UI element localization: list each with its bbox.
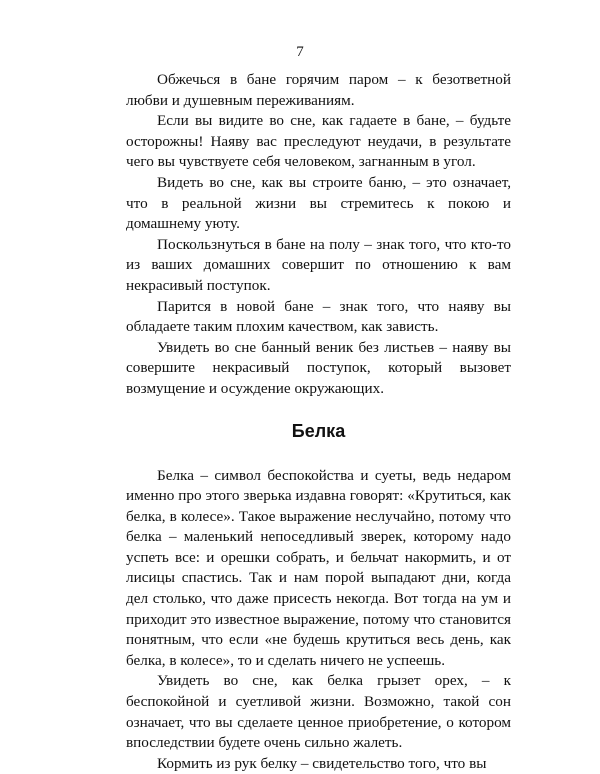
paragraph: Белка – символ беспокойства и суеты, ведь недаром именно про этого зверька издавна говорят: «Крутиться, как белка, в колесе». Такое выражение неслучайно, потому что белка – маленький непоседливый зверек, которому надо успеть все: и орешки собрать, и бельчат накормить, и от лисицы спастись. Так и нам порой выпадают дни, когда дел столько, что даже присесть некогда. Вот тогда на ум и приходит это известное выражение, потому что становится понятным, что если «не будешь крутиться весь день, как белка, в колесе», то и сделать ничего не успеешь. <box>126 466 511 669</box>
paragraph: Поскользнуться в бане на полу – знак того, что кто-то из ваших домашних совершит по отношению к вам некрасивый поступок. <box>126 235 511 294</box>
paragraph: Кормить из рук белку – свидетельство того, что вы <box>157 754 487 772</box>
paragraph: Видеть во сне, как вы строите баню, – это означает, что в реальной жизни вы стремитесь к покою и домашнему уюту. <box>126 173 511 233</box>
paragraph: Обжечься в бане горячим паром – к безответной любви и душевным переживаниям. <box>126 71 511 109</box>
page-content <box>126 70 511 774</box>
paragraph: Парится в новой бане – знак того, что наяву вы обладаете таким плохим качеством, как зависть. <box>126 297 511 336</box>
paragraph: Если вы видите во сне, как гадаете в бане, – будьте осторожны! Наяву вас преследуют неудачи, в результате чего вы чувствуете себя человеком, загнанным в угол. <box>126 112 511 171</box>
section-heading: Белка <box>291 420 346 441</box>
page-number: 7 <box>296 44 304 60</box>
paragraph: Увидеть во сне, как белка грызет орех, – к беспокойной и суетливой жизни. Возможно, такой сон означает, что вы сделаете ценное приобретение, о котором впоследствии будете очень сильно жалеть. <box>126 672 511 752</box>
paragraph: Увидеть во сне банный веник без листьев – наяву вы совершите некрасивый поступок, который вызовет возмущение и осуждение окружающих. <box>126 338 511 397</box>
